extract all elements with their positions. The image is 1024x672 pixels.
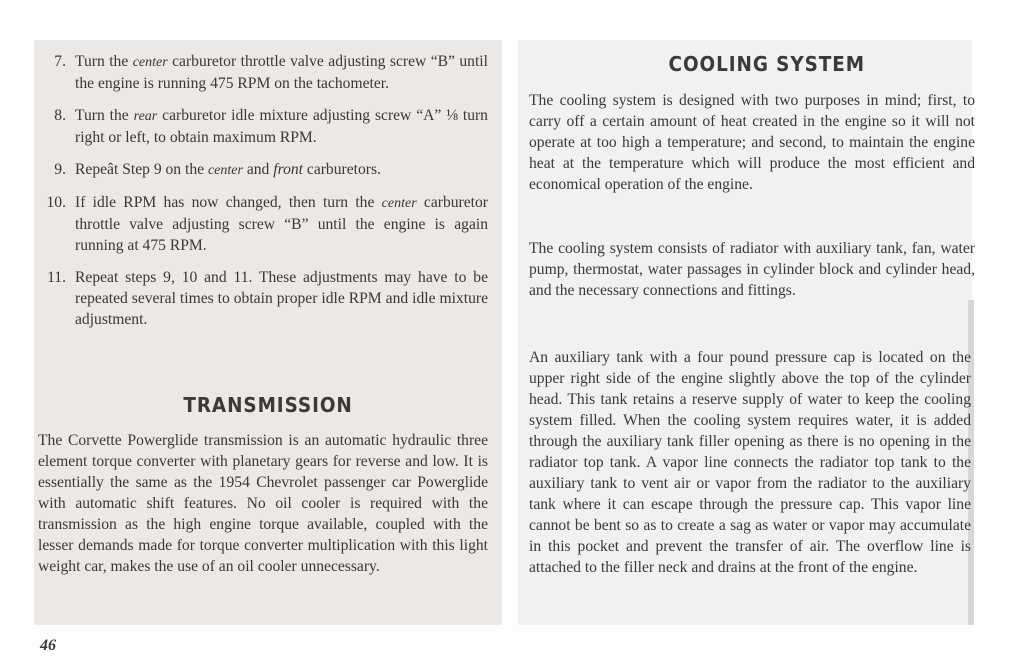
step-text: Repeât Step 9 on the [75,161,208,178]
step-item [38,51,488,94]
cooling-paragraph-2: The cooling system consists of radiator with auxiliary tank, fan, water pump, thermostat, water passages in cylinder block and cylinder head, and the necessary connections and fittings. [529,240,975,299]
step-number: 8. [54,107,66,124]
step-item [38,159,488,181]
step-text: Repeat steps 9, 10 and 11. These adjustments may have to be repeated several times to obtain proper idle RPM and idle mixture adjustment. [75,269,488,328]
step-emphasis: center [381,196,417,211]
step-text: If idle RPM has now changed, then turn the [75,194,382,211]
step-number: 9. [54,161,66,178]
step-number: 10. [46,194,66,211]
step-emphasis: center [132,55,168,70]
step-text: Turn the [75,107,134,124]
step-emphasis: front [273,161,303,178]
step-emphasis: center [207,163,243,178]
cooling-paragraph-3: An auxiliary tank with a four pound pressure cap is located on the upper right side of the engine slightly above the top of the cylinder head. This tank retains a reserve supply of water to keep the cooling system filled. When the cooling system requires water, it is added through the auxiliary tank filler opening as there is no opening in the radiator top tank. A vapor line connects the radiator top tank to the auxiliary tank to vent air or vapor from the radiator to the auxiliary tank where it can escape through the pressure cap. This vapor line cannot be bent so as to create a sag as water or vapor may accumulate in this pocket and prevent the transfer of air. The overflow line is attached to the filler neck and drains at the front of the engine. [529,349,971,576]
cooling-system-heading: COOLING SYSTEM [668,52,865,76]
step-text: and [242,161,274,178]
step-item [38,192,488,256]
page-number: 46 [40,637,56,654]
step-number: 11. [47,269,66,286]
adjustment-steps-list [38,51,488,341]
step-item [38,105,488,148]
step-text: Turn the [75,53,133,70]
step-item [38,267,488,330]
transmission-heading: TRANSMISSION [183,393,353,417]
cooling-paragraph-1: The cooling system is designed with two purposes in mind; first, to carry off a certain amount of heat created in the engine so it will not operate at too high a temperature; and second, to maintain the engine heat at the temperature which will produce the most efficient and economical operation of the engine. [529,92,975,193]
transmission-paragraph: The Corvette Powerglide transmission is an automatic hydraulic three element torque converter with planetary gears for reverse and low. It is essentially the same as the 1954 Chevrolet passenger car Powerglide with automatic shift features. No oil cooler is required with the transmission as the high engine torque available, coupled with the lesser demands made for torque converter multiplication with this light weight car, makes the use of an oil cooler unnecessary. [38,432,488,575]
step-number: 7. [54,53,66,70]
step-text: carburetor throttle valve adjusting screw “B” until the engine is again running at 475 RPM. [75,194,488,254]
step-text: carburetor throttle valve adjusting screw “B” until the engine is running 475 RPM on the tachometer. [75,53,488,92]
step-emphasis: rear [133,109,158,124]
step-text: carburetors. [303,161,381,178]
step-text: carburetor idle mixture adjusting screw “A” ⅛ turn right or left, to obtain maximum RPM. [75,107,488,146]
